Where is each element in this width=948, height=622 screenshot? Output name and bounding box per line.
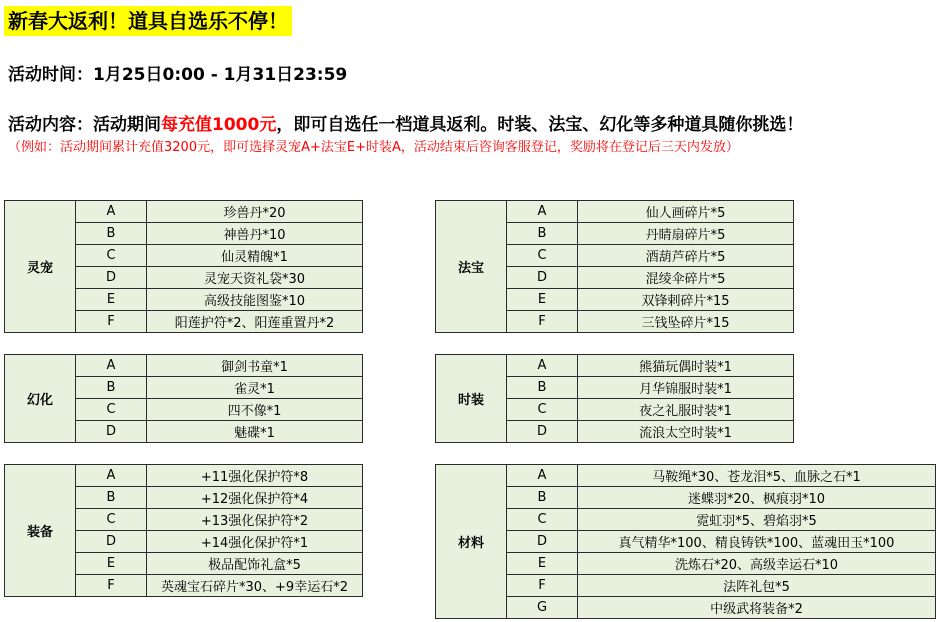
option-letter: C [76, 399, 147, 421]
reward-item: 仙灵精魄*1 [147, 245, 363, 267]
reward-item: +14强化保护符*1 [147, 531, 363, 553]
option-letter: A [507, 355, 578, 377]
reward-table-5 [435, 464, 936, 619]
reward-item: 三钱坠碎片*15 [578, 311, 794, 333]
option-letter: C [76, 245, 147, 267]
reward-item: 月华锦服时装*1 [578, 377, 794, 399]
option-letter: E [76, 289, 147, 311]
reward-item: 灵宠天资礼袋*30 [147, 267, 363, 289]
reward-item: 熊猫玩偶时装*1 [578, 355, 794, 377]
content-prefix: 活动内容：活动期间 [8, 115, 161, 135]
option-letter: B [507, 487, 578, 509]
category-label: 材料 [436, 465, 507, 619]
reward-item: 真气精华*100、精良铸铁*100、蓝魂田玉*100 [578, 531, 936, 553]
option-letter: B [76, 377, 147, 399]
reward-item: 酒葫芦碎片*5 [578, 245, 794, 267]
table-row [436, 509, 936, 531]
option-letter: F [76, 311, 147, 333]
reward-item: 霓虹羽*5、碧焰羽*5 [578, 509, 936, 531]
category-label: 幻化 [5, 355, 76, 443]
table-row [436, 355, 794, 377]
reward-item: 高级技能图鉴*10 [147, 289, 363, 311]
reward-item: 丹睛扇碎片*5 [578, 223, 794, 245]
reward-item: 双锋剌碎片*15 [578, 289, 794, 311]
reward-item: +13强化保护符*2 [147, 509, 363, 531]
option-letter: C [76, 509, 147, 531]
option-letter: C [507, 509, 578, 531]
option-letter: B [76, 487, 147, 509]
reward-item: 神兽丹*10 [147, 223, 363, 245]
reward-item: 四不像*1 [147, 399, 363, 421]
option-letter: D [507, 267, 578, 289]
table-row [436, 487, 936, 509]
page-title: 新春大返利！道具自选乐不停！ [4, 6, 292, 36]
table-row [5, 201, 363, 223]
option-letter: D [507, 531, 578, 553]
reward-item: +11强化保护符*8 [147, 465, 363, 487]
reward-item: 流浪太空时装*1 [578, 421, 794, 443]
reward-table-0 [4, 200, 363, 333]
reward-table-2 [4, 354, 363, 443]
option-letter: B [76, 223, 147, 245]
table-row [5, 465, 363, 487]
content-suffix: ，即可自选任一档道具返利。时装、法宝、幻化等多种道具随你挑选！ [276, 115, 804, 135]
option-letter: E [507, 289, 578, 311]
option-letter: C [507, 245, 578, 267]
reward-item: 洗炼石*20、高级幸运石*10 [578, 553, 936, 575]
reward-table-4 [4, 464, 363, 597]
option-letter: D [76, 531, 147, 553]
category-label: 法宝 [436, 201, 507, 333]
table-row [436, 531, 936, 553]
reward-table-3 [435, 354, 794, 443]
reward-item: 仙人画碎片*5 [578, 201, 794, 223]
event-content [8, 110, 803, 135]
reward-item: 英魂宝石碎片*30、+9幸运石*2 [147, 575, 363, 597]
option-letter: F [507, 311, 578, 333]
option-letter: E [76, 553, 147, 575]
option-letter: F [507, 575, 578, 597]
option-letter: E [507, 553, 578, 575]
table-row [436, 597, 936, 619]
reward-item: +12强化保护符*4 [147, 487, 363, 509]
option-letter: A [507, 465, 578, 487]
event-time: 活动时间：1月25日0:00 - 1月31日23:59 [8, 65, 348, 85]
reward-table-1 [435, 200, 794, 333]
reward-item: 中级武将装备*2 [578, 597, 936, 619]
table-row [436, 575, 936, 597]
option-letter: D [76, 267, 147, 289]
table-row [436, 201, 794, 223]
event-example-note: （例如：活动期间累计充值3200元，即可选择灵宠A+法宝E+时装A，活动结束后咨询客服登记，奖励将在登记后三天内发放） [8, 140, 739, 155]
reward-item: 雀灵*1 [147, 377, 363, 399]
option-letter: A [76, 201, 147, 223]
option-letter: G [507, 597, 578, 619]
reward-item: 夜之礼服时装*1 [578, 399, 794, 421]
table-row [436, 465, 936, 487]
reward-item: 魅碟*1 [147, 421, 363, 443]
category-label: 装备 [5, 465, 76, 597]
reward-item: 迷蝶羽*20、枫痕羽*10 [578, 487, 936, 509]
option-letter: A [76, 465, 147, 487]
option-letter: A [507, 201, 578, 223]
reward-item: 珍兽丹*20 [147, 201, 363, 223]
reward-item: 御剑书童*1 [147, 355, 363, 377]
option-letter: D [507, 421, 578, 443]
reward-item: 阳莲护符*2、阳莲重置丹*2 [147, 311, 363, 333]
option-letter: B [507, 223, 578, 245]
option-letter: C [507, 399, 578, 421]
table-row [5, 355, 363, 377]
option-letter: A [76, 355, 147, 377]
option-letter: D [76, 421, 147, 443]
option-letter: F [76, 575, 147, 597]
table-row [436, 553, 936, 575]
option-letter: B [507, 377, 578, 399]
reward-item: 极品配饰礼盒*5 [147, 553, 363, 575]
content-highlight: 每充值1000元 [161, 115, 277, 135]
reward-item: 混绫伞碎片*5 [578, 267, 794, 289]
category-label: 时装 [436, 355, 507, 443]
reward-item: 法阵礼包*5 [578, 575, 936, 597]
reward-item: 马鞍绳*30、苍龙泪*5、血脉之石*1 [578, 465, 936, 487]
category-label: 灵宠 [5, 201, 76, 333]
